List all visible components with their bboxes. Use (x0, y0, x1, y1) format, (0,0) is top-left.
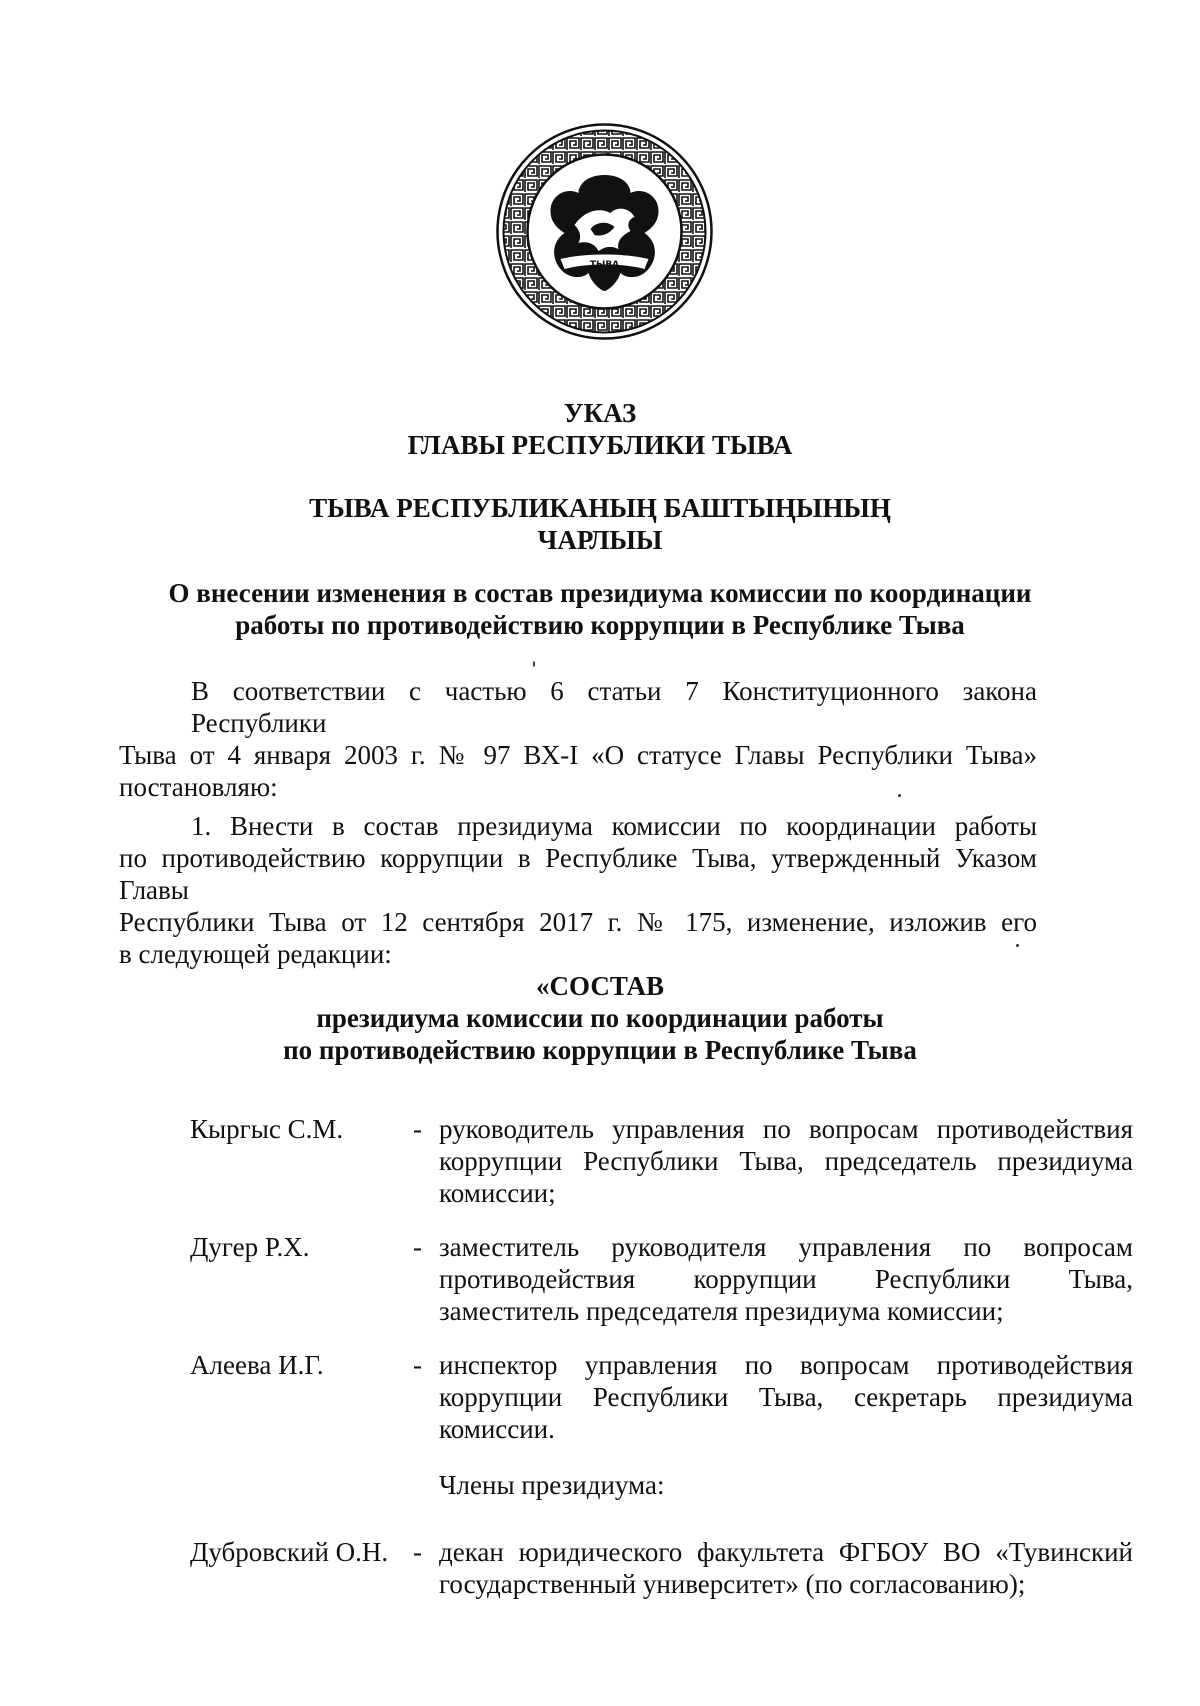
member-name: Кыргыс С.М. (190, 1114, 344, 1144)
emblem-label: ТЫВА (589, 260, 620, 270)
decree-title (0, 397, 1200, 461)
decree-title-line1: УКАЗ (563, 398, 637, 428)
composition-title-line3: по противодействию коррупции в Республике Тыва (283, 1035, 917, 1065)
intro-line: постановляю: (119, 772, 278, 802)
item-1-line: Республики Тыва от 12 сентября 2017 г. № 175, изменение, изложив его (119, 907, 1037, 937)
scan-speck (533, 661, 535, 667)
item-1-paragraph (119, 810, 1037, 970)
item-1-line: по противодействию коррупции в Республике Тыва, утвержденный Указом Главы (119, 843, 1037, 905)
member-name: Алеева И.Г. (190, 1350, 324, 1380)
decree-title-line2: ГЛАВЫ РЕСПУБЛИКИ ТЫВА (407, 430, 793, 460)
item-1-line: 1. Внести в состав президиума комиссии по координации работы (191, 811, 1037, 841)
intro-line: Тыва от 4 января 2003 г. № 97 ВХ-I «О статусе Главы Республики Тыва» (119, 740, 1037, 770)
member-role (439, 1536, 1133, 1600)
member-name: Дугер Р.Х. (190, 1232, 310, 1262)
member-dash: - (413, 1232, 422, 1262)
composition-title-line2: президиума комиссии по координации работы (316, 1003, 884, 1033)
member-role-line: комиссии; (439, 1178, 556, 1208)
member-dash: - (413, 1350, 422, 1380)
member-role-line: коррупции Республики Тыва, секретарь президиума (439, 1382, 1133, 1412)
member-role-line: заместитель председателя президиума комиссии; (439, 1296, 1004, 1326)
member-dash: - (413, 1537, 422, 1567)
members-heading: Члены президиума: (439, 1470, 665, 1500)
member-role-line: декан юридического факультета ФГБОУ ВО «Тувинский (439, 1537, 1133, 1567)
member-role (439, 1113, 1133, 1209)
member-role-line: инспектор управления по вопросам противодействия (439, 1350, 1133, 1380)
member-role-line: комиссии. (439, 1414, 555, 1444)
decree-subject (120, 577, 1080, 641)
tuvan-title-line1: ТЫВА РЕСПУБЛИКАНЫҢ БАШТЫҢЫНЫҢ (309, 493, 891, 523)
scan-speck (1016, 944, 1019, 947)
intro-paragraph (119, 675, 1037, 803)
tuvan-title (0, 492, 1200, 556)
member-role-line: противодействия коррупции Республики Тыва, (439, 1264, 1133, 1294)
member-role (439, 1349, 1133, 1445)
member-role-line: руководитель управления по вопросам противодействия (439, 1114, 1133, 1144)
scan-speck (898, 794, 901, 797)
member-name: Дубровский О.Н. (190, 1537, 389, 1567)
member-dash: - (413, 1114, 422, 1144)
tuva-emblem-icon (496, 123, 713, 340)
member-role-line: заместитель руководителя управления по вопросам (439, 1232, 1133, 1262)
tuvan-title-line2: ЧАРЛЫЫ (537, 525, 663, 555)
composition-title (0, 970, 1200, 1066)
composition-title-line1: «СОСТАВ (536, 971, 664, 1001)
member-role (439, 1231, 1133, 1327)
member-role-line: коррупции Республики Тыва, председатель президиума (439, 1146, 1133, 1176)
item-1-line: в следующей редакции: (119, 939, 392, 969)
intro-line: В соответствии с частью 6 статьи 7 Конституционного закона Республики (191, 676, 1037, 738)
decree-subject-line2: работы по противодействию коррупции в Республике Тыва (235, 610, 965, 640)
member-role-line: государственный университет» (по согласованию); (439, 1569, 1026, 1599)
decree-subject-line1: О внесении изменения в состав президиума комиссии по координации (168, 578, 1032, 608)
